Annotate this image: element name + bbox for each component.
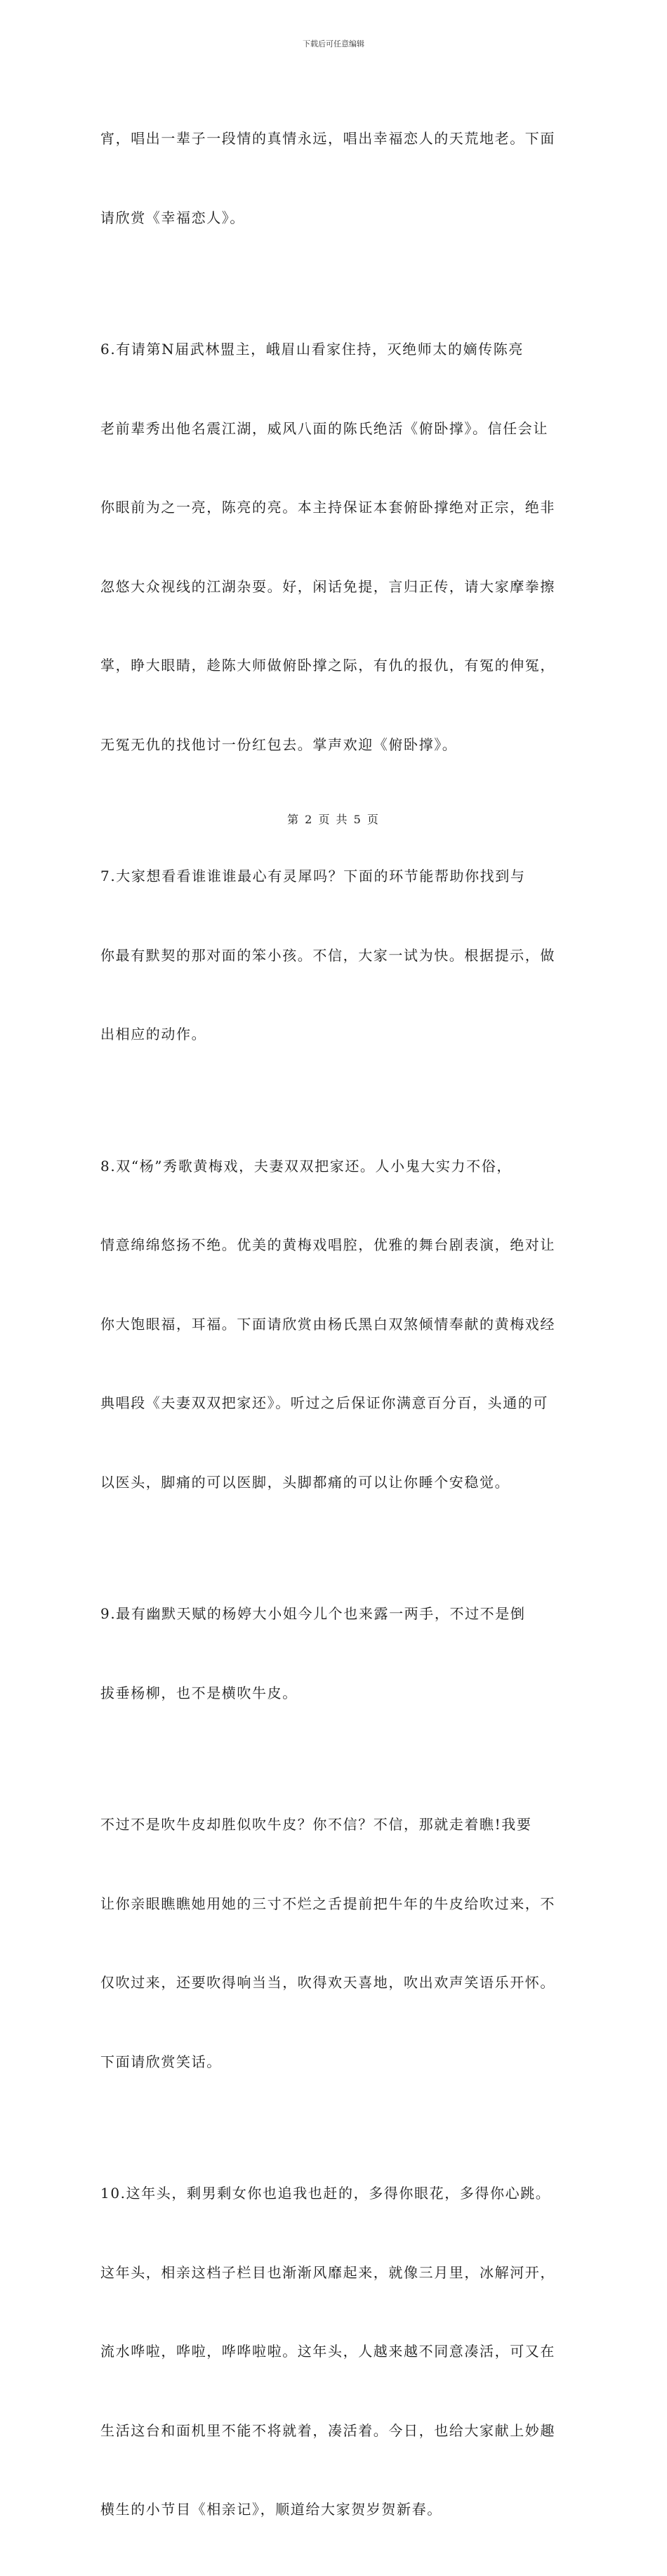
text-line: 你最有默契的那对面的笨小孩。不信，大家一试为快。根据提示，做 [100, 946, 555, 964]
paragraph [100, 1548, 592, 1759]
page-footer [0, 811, 667, 827]
text-line: 掌，睁大眼睛，趁陈大师做俯卧撑之际，有仇的报仇，有冤的伸冤， [100, 657, 555, 674]
header-note: 下载后可任意编辑 [303, 39, 364, 48]
text-line: 出相应的动作。 [100, 1026, 207, 1042]
text-line: 拔垂杨柳，也不是横吹牛皮。 [100, 1684, 298, 1701]
text-line: 这年头，相亲这档子栏目也渐渐风靡起来，就像三月里，冰解河开， [100, 2263, 555, 2281]
paragraph [100, 284, 592, 811]
text-line: 忽悠大众视线的江湖杂耍。好，闲话免提，言归正传，请大家摩拳擦 [100, 577, 555, 595]
text-line: 横生的小节目《相亲记》，顺道给大家贺岁贺新春。 [100, 2501, 442, 2518]
text-line: 请欣赏《幸福恋人》。 [100, 209, 245, 226]
text-line: 以医头，脚痛的可以医脚，头脚都痛的可以让你睡个安稳觉。 [100, 1473, 510, 1491]
paragraph [100, 73, 592, 284]
text-line: 9.最有幽默天赋的杨婷大小姐今儿个也来露一两手，不过不是倒 [100, 1605, 526, 1622]
text-line: 6.有请第N届武林盟主，峨眉山看家住持，灭绝师太的嫡传陈亮 [100, 341, 524, 358]
document-body [100, 73, 592, 2576]
text-line: 你眼前为之一亮，陈亮的亮。本主持保证本套俯卧撑绝对正宗，绝非 [100, 499, 555, 516]
text-line: 10.这年头，剩男剩女你也追我也赶的，多得你眼花，多得你心跳。 [100, 2185, 551, 2202]
text-line: 8.双“杨”秀歌黄梅戏，夫妻双双把家还。人小鬼大实力不俗， [100, 1157, 512, 1175]
text-line: 老前辈秀出他名震江湖，威风八面的陈氏绝活《俯卧撑》。信任会让 [100, 419, 548, 437]
paragraph [100, 2128, 592, 2576]
paragraph [100, 1759, 592, 2128]
text-line: 让你亲眼瞧瞧她用她的三寸不烂之舌提前把牛年的牛皮给吹过来，不 [100, 1895, 555, 1912]
page-header [0, 38, 667, 49]
text-line: 你大饱眼福，耳福。下面请欣赏由杨氏黑白双煞倾情奉献的黄梅戏经 [100, 1315, 555, 1333]
text-line: 流水哗啦，哗啦，哗哗啦啦。这年头，人越来越不同意凑活，可又在 [100, 2343, 555, 2360]
text-line: 典唱段《夫妻双双把家还》。听过之后保证你满意百分百，头通的可 [100, 1394, 548, 1411]
text-line: 下面请欣赏笑话。 [100, 2053, 222, 2070]
text-line: 不过不是吹牛皮却胜似吹牛皮？你不信？不信，那就走着瞧!我要 [100, 1816, 532, 1833]
text-line: 无冤无仇的找他讨一份红包去。掌声欢迎《俯卧撑》。 [100, 735, 458, 753]
text-line: 仅吹过来，还要吹得响当当，吹得欢天喜地，吹出欢声笑语乐开怀。 [100, 1974, 555, 1991]
paragraph [100, 811, 592, 1101]
text-line: 7.大家想看看谁谁谁最心有灵犀吗？下面的环节能帮助你找到与 [100, 868, 526, 884]
page-number: 第 2 页 共 5 页 [287, 813, 380, 826]
text-line: 宵，唱出一辈子一段情的真情永远，唱出幸福恋人的天荒地老。下面 [100, 130, 555, 147]
paragraph [100, 1101, 592, 1549]
text-line: 生活这台和面机里不能不将就着，凑活着。今日，也给大家献上妙趣 [100, 2421, 555, 2439]
text-line: 情意绵绵悠扬不绝。优美的黄梅戏唱腔，优雅的舞台剧表演，绝对让 [100, 1236, 555, 1253]
